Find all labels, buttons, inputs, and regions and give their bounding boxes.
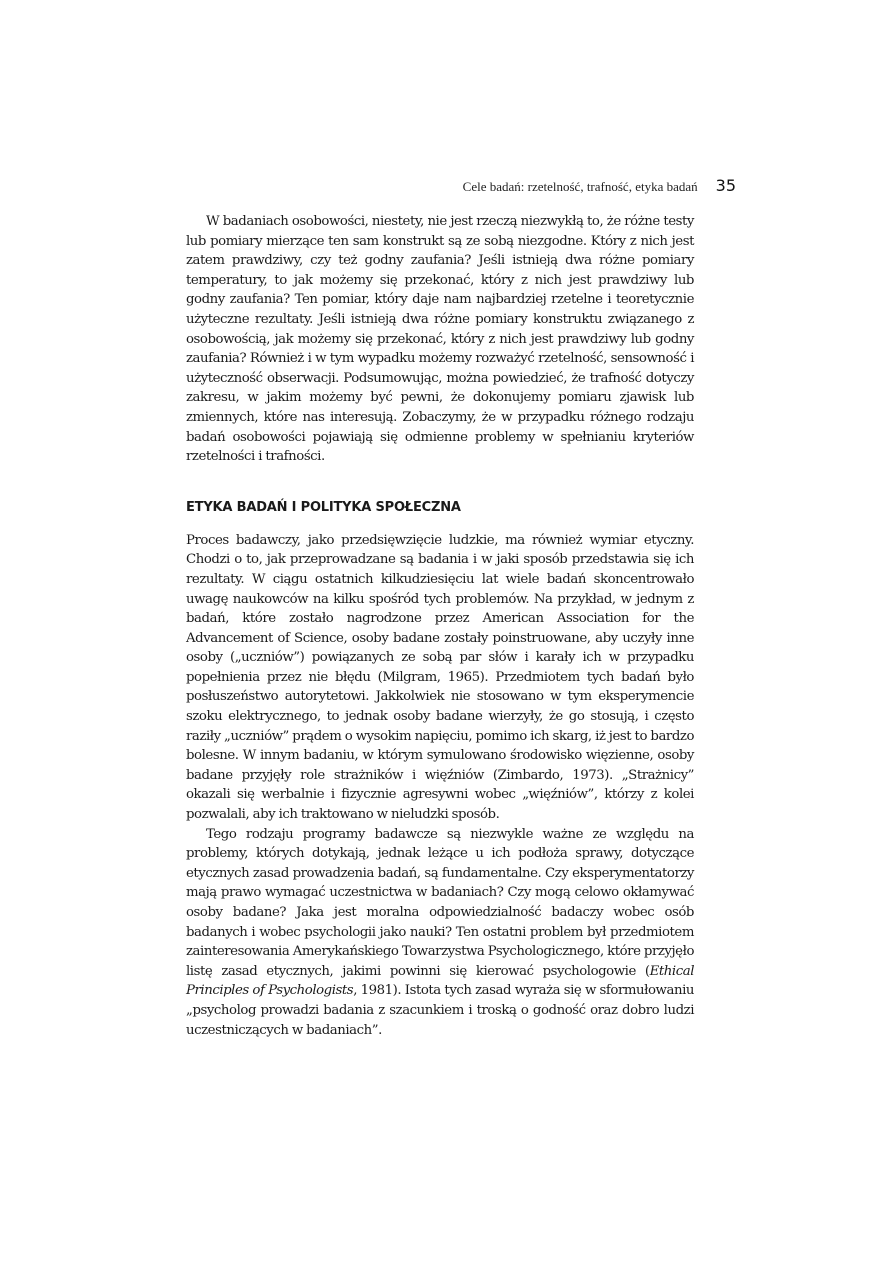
paragraph-2-text-start: Tego rodzaju programy badawcze są niezwykle ważne ze względu na problemy, których dotykają, jednak leżące u ich podłoża sprawy, dotyczące etycznych zasad prowadzenia badań, są fundamentalne. Czy eksperymentatorzy mają prawo wymagać uczestnictwa w badaniach? Czy mogą celowo okłamywać osoby badane? Jaka jest moralna odpowiedzialność badaczy wobec osób badanych i wobec psychologii jako nauki? Ten ostatni problem był przedmiotem zainteresowania Amerykańskiego Towarzystwa Psychologicznego, które przyjęło listę zasad etycznych, jakimi powinni się kierować psychologowie ( xyxy=(186,826,694,979)
section-paragraph-1: Proces badawczy, jako przedsięwzięcie ludzkie, ma również wymiar etyczny. Chodzi o to, jak przeprowadzane są badania i w jaki sposób przedstawia się ich rezultaty. W ciągu ostatnich kilkudziesięciu lat wiele badań skoncentrowało uwagę naukowców na kilku spośród tych problemów. Na przykład, w jednym z badań, które zostało nagrodzone przez American Association for the Advancement of Science, osoby badane zostały poinstruowane, aby uczyły inne osoby („uczniów”) powiązanych ze sobą par słów i karały ich w przypadku popełnienia przez nie błędu (Milgram, 1965). Przedmiotem tych badań było posłuszeństwo autorytetowi. Jakkolwiek nie stosowano w tym eksperymencie szoku elektrycznego, to jednak osoby badane wierzyły, że go stosują, i często raziły „uczniów” prądem o wysokim napięciu, pomimo ich skarg, iż jest to bardzo bolesne. W innym badaniu, w którym symulowano środowisko więzienne, osoby badane przyjęły role strażników i więźniów (Zimbardo, 1973). „Strażnicy” okazali się werbalnie i fizycznie agresywni wobec „więźniów”, którzy z kolei pozwalali, aby ich traktowano w nieludzki sposób. xyxy=(186,532,694,823)
body-text xyxy=(186,212,694,1040)
running-title: Cele badań: rzetelność, trafność, etyka badań xyxy=(462,179,698,194)
cited-publication-title: Ethical Principles of Psychologists xyxy=(186,963,694,999)
section-paragraph-2 xyxy=(186,825,694,1041)
running-header xyxy=(186,176,736,196)
page-number: 35 xyxy=(715,176,736,195)
section-heading: ETYKA BADAŃ I POLITYKA SPOŁECZNA xyxy=(186,499,461,515)
intro-paragraph: W badaniach osobowości, niestety, nie jest rzeczą niezwykłą to, że różne testy lub pomiary mierzące ten sam konstrukt są ze sobą niezgodne. Który z nich jest zatem prawdziwy, czy też godny zaufania? Jeśli istnieją dwa różne pomiary temperatury, to jak możemy się przekonać, który z nich jest prawdziwy lub godny zaufania? Ten pomiar, który daje nam najbardziej rzetelne i teoretycznie użyteczne rezultaty. Jeśli istnieją dwa różne pomiary konstruktu związanego z osobowością, jak możemy się przekonać, który z nich jest prawdziwy lub godny zaufania? Również i w tym wypadku możemy rozważyć rzetelność, sensowność i użyteczność obserwacji. Podsumowując, można powiedzieć, że trafność dotyczy zakresu, w jakim możemy być pewni, że dokonujemy pomiaru zjawisk lub zmiennych, które nas interesują. Zobaczymy, że w przypadku różnego rodzaju badań osobowości pojawiają się odmienne problemy w spełnianiu kryteriów rzetelności i trafności. xyxy=(186,214,694,465)
paragraph-2-text-end: , 1981). Istota tych zasad wyraża się w sformułowaniu „psycholog prowadzi badania z szacunkiem i troską o godność oraz dobro ludzi uczestniczących w badaniach”. xyxy=(186,983,694,1038)
